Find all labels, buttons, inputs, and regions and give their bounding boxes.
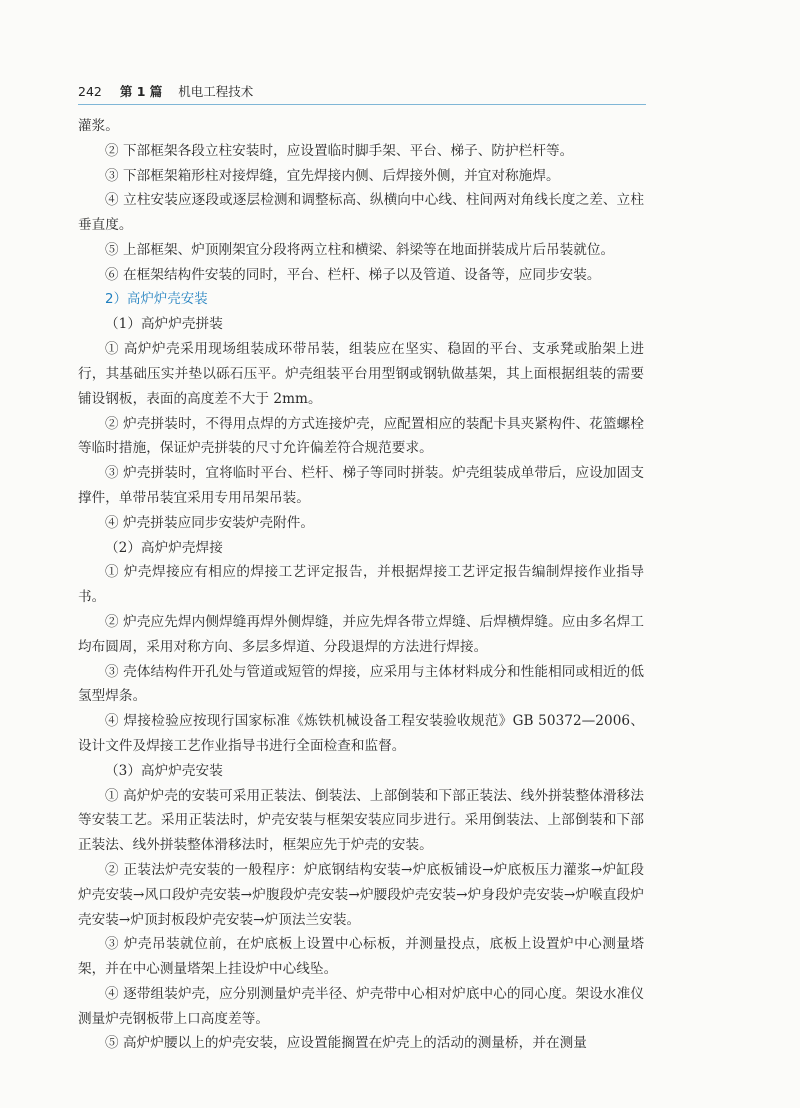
body-text [78, 114, 644, 1056]
list-item: ② 炉壳应先焊内侧焊缝再焊外侧焊缝，并应先焊各带立焊缝、后焊横焊缝。应由多名焊工均布圆周，采用对称方向、多层多焊道、分段退焊的方法进行焊接。 [78, 613, 644, 655]
list-item: ① 高炉炉壳的安装可采用正装法、倒装法、上部倒装和下部正装法、线外拼装整体滑移法等安装工艺。采用正装法时，炉壳安装与框架安装应同步进行。采用倒装法、上部倒装和下部正装法、线外拼装整体滑移法时，框架应先于炉壳的安装。 [78, 787, 644, 854]
list-item: ④ 炉壳拼装应同步安装炉壳附件。 [105, 514, 315, 531]
list-item: ③ 下部框架箱形柱对接焊缝，宜先焊接内侧、后焊接外侧，并宜对称施焊。 [105, 167, 560, 184]
section-heading: 2）高炉炉壳安装 [105, 291, 208, 307]
subsection-heading: （3）高炉炉壳安装 [105, 762, 223, 779]
list-item: ③ 壳体结构件开孔处与管道或短管的焊接，应采用与主体材料成分和性能相同或相近的低氢型焊条。 [78, 663, 644, 705]
list-item: ② 下部框架各段立柱安装时，应设置临时脚手架、平台、梯子、防护栏杆等。 [105, 142, 574, 159]
list-item: ③ 炉壳吊装就位前，在炉底板上设置中心标板，并测量投点，底板上设置炉中心测量塔架，并在中心测量塔架上挂设炉中心线坠。 [78, 936, 644, 978]
subsection-heading: （2）高炉炉壳焊接 [105, 539, 223, 556]
list-item: ④ 焊接检验应按现行国家标准《炼铁机械设备工程安装验收规范》GB 50372—2006、设计文件及焊接工艺作业指导书进行全面检查和监督。 [78, 713, 644, 754]
running-header [78, 82, 646, 106]
list-item: ② 正装法炉壳安装的一般程序：炉底钢结构安装→炉底板铺设→炉底板压力灌浆→炉缸段炉壳安装→风口段炉壳安装→炉腹段炉壳安装→炉腰段炉壳安装→炉身段炉壳安装→炉喉直段炉壳安装→炉顶封板段炉壳安装→炉顶法兰安装。 [78, 861, 644, 928]
list-item: ④ 立柱安装应逐段或逐层检测和调整标高、纵横向中心线、柱间两对角线长度之差、立柱垂直度。 [78, 192, 644, 234]
list-item: ⑤ 高炉炉腰以上的炉壳安装，应设置能搁置在炉壳上的活动的测量桥，并在测量 [105, 1035, 587, 1052]
part-title: 机电工程技术 [178, 84, 254, 99]
list-item: ⑥ 在框架结构件安装的同时，平台、栏杆、梯子以及管道、设备等，应同步安装。 [105, 266, 601, 283]
list-item: ① 高炉炉壳采用现场组装成环带吊装，组装应在坚实、稳固的平台、支承凳或胎架上进行，其基础压实并垫以砾石压平。炉壳组装平台用型钢或钢轨做基架，其上面根据组装的需要铺设钢板，表面的高度差不大于 2mm。 [78, 341, 644, 407]
subsection-heading: （1）高炉炉壳拼装 [105, 316, 223, 333]
list-item: ② 炉壳拼装时，不得用点焊的方式连接炉壳，应配置相应的装配卡具夹紧构件、花篮螺栓等临时措施，保证炉壳拼装的尺寸允许偏差符合规范要求。 [78, 415, 644, 457]
header-rule [78, 104, 646, 105]
list-item: ① 炉壳焊接应有相应的焊接工艺评定报告，并根据焊接工艺评定报告编制焊接作业指导书。 [78, 564, 644, 606]
list-item: ③ 炉壳拼装时，宜将临时平台、栏杆、梯子等同时拼装。炉壳组装成单带后，应设加固支撑件，单带吊装宜采用专用吊架吊装。 [78, 465, 644, 506]
page-number: 242 [78, 84, 102, 99]
paragraph: 灌浆。 [78, 118, 119, 134]
list-item: ⑤ 上部框架、炉顶刚架宜分段将两立柱和横梁、斜梁等在地面拼装成片后吊装就位。 [105, 241, 615, 258]
part-label: 第 1 篇 [119, 84, 163, 99]
list-item: ④ 逐带组装炉壳，应分别测量炉壳半径、炉壳带中心相对炉底中心的同心度。架设水准仪测量炉壳钢板带上口高度差等。 [78, 985, 644, 1027]
